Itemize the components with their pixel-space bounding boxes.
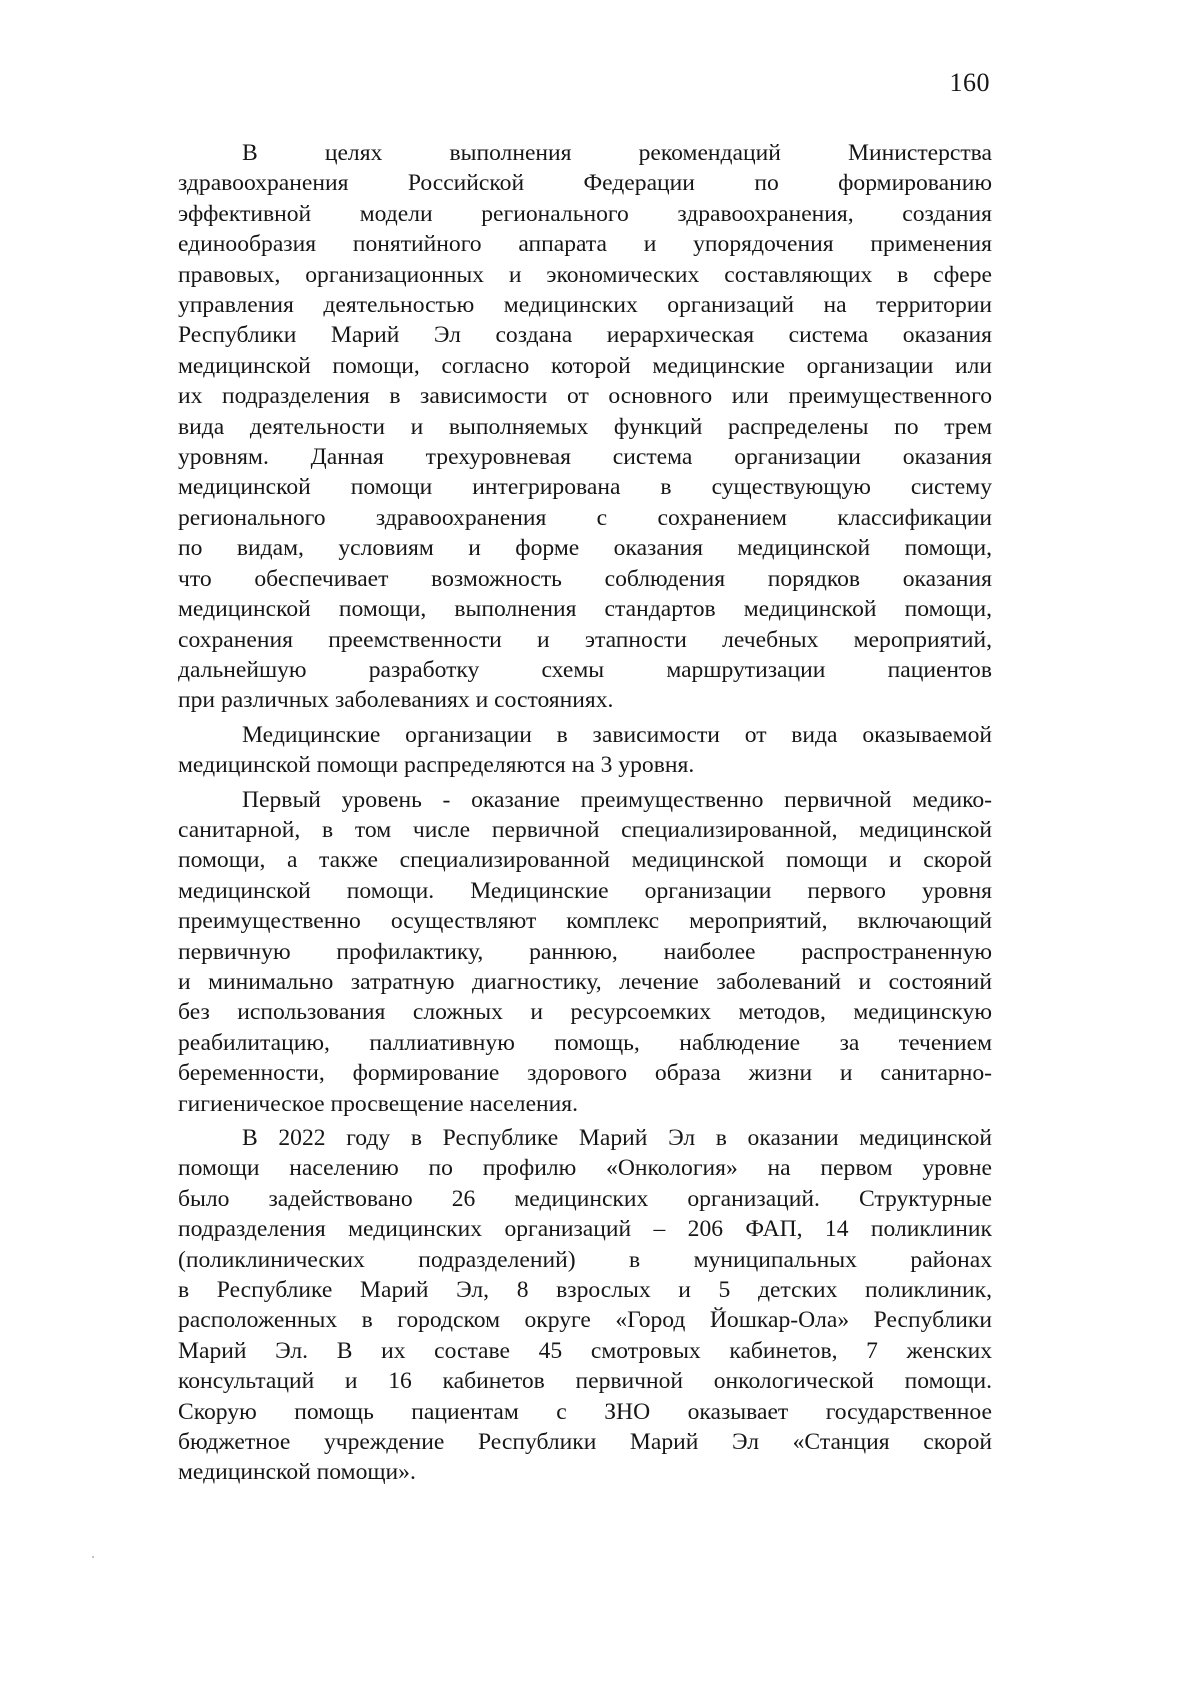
text-line: реабилитацию, паллиативную помощь, наблюдение за течением xyxy=(178,1029,992,1056)
text-line: управления деятельностью медицинских организаций на территории xyxy=(178,292,992,319)
text-line: в Республике Марий Эл, 8 взрослых и 5 детских поликлиник, xyxy=(178,1277,992,1304)
text-line: здравоохранения Российской Федерации по формированию xyxy=(178,170,992,197)
text-line: было задействовано 26 медицинских организаций. Структурные xyxy=(178,1185,992,1212)
text-line: В целях выполнения рекомендаций Министерства xyxy=(242,140,992,166)
text-line: медицинской помощи, выполнения стандартов медицинской помощи, xyxy=(178,596,992,623)
text-line: Скорую помощь пациентам с ЗНО оказывает государственное xyxy=(178,1398,992,1425)
text-line: преимущественно осуществляют комплекс мероприятий, включающий xyxy=(178,908,992,935)
text-line: эффективной модели регионального здравоохранения, создания xyxy=(178,200,992,227)
document-body xyxy=(178,138,992,1488)
text-line: без использования сложных и ресурсоемких методов, медицинскую xyxy=(178,999,992,1026)
text-line: В 2022 году в Республике Марий Эл в оказании медицинской xyxy=(242,1125,992,1151)
text-line: консультаций и 16 кабинетов первичной онкологической помощи. xyxy=(178,1368,992,1395)
text-line: помощи, а также специализированной медицинской помощи и скорой xyxy=(178,847,992,874)
text-line: Медицинские организации в зависимости от вида оказываемой xyxy=(242,721,992,748)
text-line: бюджетное учреждение Республики Марий Эл «Станция скорой xyxy=(178,1429,992,1456)
paragraph xyxy=(178,1123,992,1488)
text-line: медицинской помощи распределяются на 3 уровня. xyxy=(178,752,695,779)
text-line: и минимально затратную диагностику, лечение заболеваний и состояний xyxy=(178,968,992,995)
text-line: единообразия понятийного аппарата и упорядочения применения xyxy=(178,231,992,258)
paragraph xyxy=(178,785,992,1119)
text-line: помощи населению по профилю «Онкология» на первом уровне xyxy=(178,1155,992,1182)
text-line: медицинской помощи». xyxy=(178,1459,416,1486)
text-line: дальнейшую разработку схемы маршрутизации пациентов xyxy=(178,656,992,683)
text-line: первичную профилактику, раннюю, наиболее распространенную xyxy=(178,938,992,965)
text-line: что обеспечивает возможность соблюдения порядков оказания xyxy=(178,565,992,592)
text-line: правовых, организационных и экономических составляющих в сфере xyxy=(178,261,992,288)
text-line: по видам, условиям и форме оказания медицинской помощи, xyxy=(178,535,992,562)
text-line: беременности, формирование здорового образа жизни и санитарно- xyxy=(178,1060,992,1087)
text-line: регионального здравоохранения с сохранением классификации xyxy=(178,504,992,531)
text-line: расположенных в городском округе «Город Йошкар-Ола» Республики xyxy=(178,1307,992,1334)
text-line: медицинской помощи, согласно которой медицинские организации или xyxy=(178,352,992,379)
text-line: Республики Марий Эл создана иерархическая система оказания xyxy=(178,322,992,349)
text-line: Марий Эл. В их составе 45 смотровых кабинетов, 7 женских xyxy=(178,1337,992,1364)
page-number: 160 xyxy=(949,68,990,97)
text-line: медицинской помощи. Медицинские организации первого уровня xyxy=(178,877,992,904)
paragraph xyxy=(178,720,992,781)
text-line: (поликлинических подразделений) в муниципальных районах xyxy=(178,1246,992,1273)
text-line: вида деятельности и выполняемых функций распределены по трем xyxy=(178,413,992,440)
text-line: уровням. Данная трехуровневая система организации оказания xyxy=(178,444,992,471)
text-line: медицинской помощи интегрирована в существующую систему xyxy=(178,474,992,501)
text-line: сохранения преемственности и этапности лечебных мероприятий, xyxy=(178,626,992,653)
paragraph xyxy=(178,138,992,716)
scan-speck xyxy=(92,1556,94,1558)
text-line: гигиеническое просвещение населения. xyxy=(178,1090,579,1117)
text-line: их подразделения в зависимости от основного или преимущественного xyxy=(178,383,992,410)
text-line: санитарной, в том числе первичной специализированной, медицинской xyxy=(178,816,992,843)
text-line: подразделения медицинских организаций – 206 ФАП, 14 поликлиник xyxy=(178,1216,992,1243)
text-line: Первый уровень - оказание преимущественно первичной медико- xyxy=(242,786,992,813)
text-line: при различных заболеваниях и состояниях. xyxy=(178,687,614,714)
